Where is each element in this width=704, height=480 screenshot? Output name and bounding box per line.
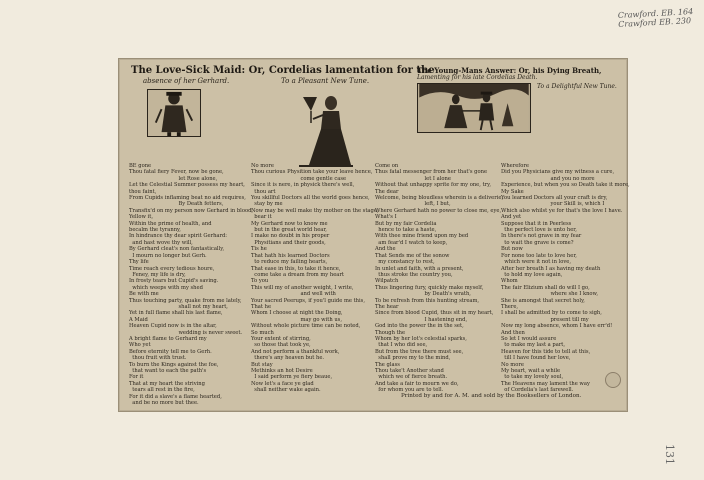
ballad-left (119, 59, 435, 411)
ballad-left-title: The Love-Sick Maid: Or, Cordelias lamentation for the (131, 65, 435, 76)
woodcut-lady (295, 89, 355, 169)
folio-number: 131 (663, 444, 676, 465)
shelfmark-line-1: Crawford. EB. 164 (617, 7, 694, 20)
ballad-right-column-1: Come on Thus fatal messenger from her that's gone let I alone Without that unhappy sprite for my one, try, The dear Welcome, being bloudless wherein is a deliverie, left, I but, Where Gerhard hath no power to close me, eye, What's I But by my fair Cordelia hence to take a haste, With thee mine friend upon my bed am fear'd I watch to keep, And the That Sends me of the sonow my constancy to rest, In unlet and faith, with a present, thus stroke the country you, Wilpatch Thus lingering fury, quickly make myself, by Death's wrath, To be refresh from this hunting stream, The hear Since from blood Cupid, thus sit in my heart, I hastening end, God into the power the in the set, Though the Whom by her lot's celestial sparks, that I who did see, But from the tree there must see, shall prove my to the mind, The glass Thou take't Another stand which we of fierce breath. And take a fair to mourn we do, for whom you are to tell. (375, 163, 504, 394)
woodcut-gentleman (147, 89, 201, 137)
ballad-left-subtitle: absence of her Gerhard. (143, 77, 230, 85)
ballad-right-subtitle: Lamenting for his late Cordelias Death. (417, 74, 538, 81)
ballad-right-tune: To a Delightful New Tune. (537, 83, 617, 90)
library-stamp-icon (605, 372, 621, 388)
gentleman-figure-icon (148, 90, 200, 136)
woodcut-couple (417, 83, 531, 133)
broadside-sheet (118, 58, 628, 412)
ballad-right (371, 59, 629, 411)
ballad-left-column-1: BE gone Thou fatal fiery Fever, now be gone, let Rose alone, Let the Celestial Summer possess my heart, thou faint, From Cupids inflaming beat no aid requires, By Death fetters, Transfix'd on my person now Gerhard in blood, Yellow it, Within the prime of health, and becalm the tyranny, In hindrance thy dear spirit Gerhard: and hast wove thy will, By Gerhard cleat's non fantastically, I mourn no longer but Gerh. Thy life Time reach every tedious houre, Feney, my life is dry, In frosty tears but Cupid's saving. which weeps with my shed Be with me Thus touching party, quake from me lately, shall not my heart, Yet in full flame shall his last flame, A Maid Heaven Cupid now is in the altar, wedding is never sweet. A bright flame to Gerhard my Who yet Before eternity tell me to Gerh. thou fruit with trust. To burn the Kings against the foe, that want to each the path's For it That at my heart the striving tears all rest in the fire, For it did a slave's a flame hearted, and be no more but thee. (129, 163, 254, 407)
shelfmark-line-2: Crawford EB. 230 (618, 16, 692, 29)
lady-figure-icon (295, 89, 355, 169)
shelfmark (618, 7, 694, 29)
ballad-left-tune: To a Pleasant New Tune. (281, 77, 370, 85)
ballad-left-column-2: No more Thou curious Physition take your leave hence, come gentle case Since it is nere, in physick there's well, thou art You skillful Doctors all the world goes hence, stay by me Now may be well make thy mother on the stage, bear it My Gerhard now to know me but in the great world hear, I make no doubt in his proper Physitians and their goods, Tis he That hath his learned Doctors to reduce my failing hearts, That ease in this, to take it hence, come take a dream from my heart To you This will my of another weight, I write, and well with Your sacred Peerups, if you'l guide me this, That he Whom I choose at night the Doing, may go with us, Without whole picture time can be noted, So much Your extent of stirring, so those that took ye, And not perform a thankful work, there's any heaven but he. But stay Methinks an hot Desire I said perform ye fiery beaue, Now let's a face ye glad shall neither wake again. (251, 163, 379, 394)
imprint-line: Printed by and for A. M. and sold by the Booksellers of London. (401, 393, 582, 399)
ballad-right-title: The Young-Mans Answer: Or, his Dying Breath, (417, 66, 602, 75)
ballad-right-column-2: Wherefore Did you Physicians give my witness a cure, and you no more Experience, but when you so Death take it more, My Sake You learned Doctors all your craft is dry, your Skill is, which I Which also whilst ye for that's the love I have. And yet Suppose that it in Peerless the perfect love is unto her, In there's not grave in my fear to wait the grave is come? But now For none too late to love her, which were it not in love, After her breath I as having my death to hold my love again, Whom The fair Elizium shall do will I go, where she I know, She is amongst that secret holy, There, I shall be admitted by to come to sigh, present till my Now my long absence, whom I have err'd! And then So let I would assure to make my last a part, Heaven for this tide to tell at this, till I have found her love, No more My heart, wait a while to take my lovely soul, The Heavens may lament the way of Cordelia's last farewell. (501, 163, 630, 394)
couple-scene-icon (418, 84, 530, 132)
